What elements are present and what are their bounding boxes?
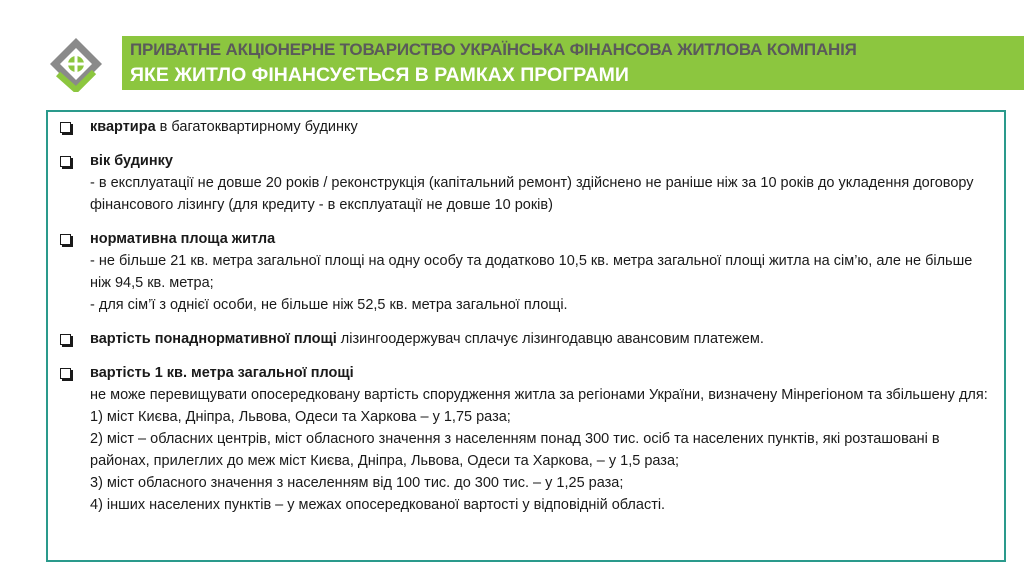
checkbox-bullet-icon	[60, 234, 71, 245]
item-text: в багатоквартирному будинку	[155, 119, 358, 135]
list-item	[60, 228, 996, 316]
list-item	[60, 328, 996, 350]
item-text: лізингоодержувач сплачує лізингодавцю авансовим платежем.	[336, 331, 764, 347]
item-text: - для сім’ї з однієї особи, не більше ніж 52,5 кв. метра загальної площі.	[90, 297, 568, 313]
company-name: ПРИВАТНЕ АКЦІОНЕРНЕ ТОВАРИСТВО УКРАЇНСЬКА ФІНАНСОВА ЖИТЛОВА КОМПАНІЯ	[130, 40, 857, 59]
checkbox-bullet-icon	[60, 334, 71, 345]
item-text: 3) міст обласного значення з населенням від 100 тис. до 300 тис. – у 1,25 раза;	[90, 475, 624, 491]
item-heading: нормативна площа житла	[90, 231, 276, 247]
bullet-list	[60, 116, 996, 516]
list-item	[60, 362, 996, 516]
item-text: 2) міст – обласних центрів, міст обласного значення з населенням понад 300 тис. осіб та населених пунктів, які розташовані в районах, прилеглих до меж міст Києва, Дніпра, Львова, Одеси та Харкова, – у 1,5 раза;	[90, 431, 940, 469]
header-bar	[122, 36, 1024, 90]
checkbox-bullet-icon	[60, 368, 71, 379]
item-text: - в експлуатації не довше 20 років / реконструкція (капітальний ремонт) здійснено не раніше ніж за 10 років до укладення договору фінансового лізингу (для кредиту - в експлуатації не довше 10 років)	[90, 175, 974, 213]
list-item	[60, 116, 996, 138]
item-text: 4) інших населених пунктів – у межах опосередкованої вартості у відповідній області.	[90, 497, 666, 513]
page-title: ЯКЕ ЖИТЛО ФІНАНСУЄТЬСЯ В РАМКАХ ПРОГРАМИ	[130, 64, 629, 86]
item-text: 1) міст Києва, Дніпра, Львова, Одеси та Харкова – у 1,75 раза;	[90, 409, 511, 425]
list-item	[60, 150, 996, 216]
content-panel	[46, 110, 1006, 562]
item-heading: вартість 1 кв. метра загальної площі	[90, 365, 354, 381]
item-heading: вартість понаднормативної площі	[90, 331, 337, 347]
checkbox-bullet-icon	[60, 122, 71, 133]
item-heading: квартира	[90, 119, 156, 135]
checkbox-bullet-icon	[60, 156, 71, 167]
item-text: - не більше 21 кв. метра загальної площі на одну особу та додатково 10,5 кв. метра загальної площі житла на сім’ю, але не більше ніж 94,5 кв. метра;	[90, 253, 973, 291]
item-text: не може перевищувати опосередковану вартість спорудження житла за регіонами України, визначену Мінрегіоном та збільшену для:	[90, 387, 988, 403]
item-heading: вік будинку	[90, 153, 173, 169]
company-logo-icon	[48, 36, 104, 92]
